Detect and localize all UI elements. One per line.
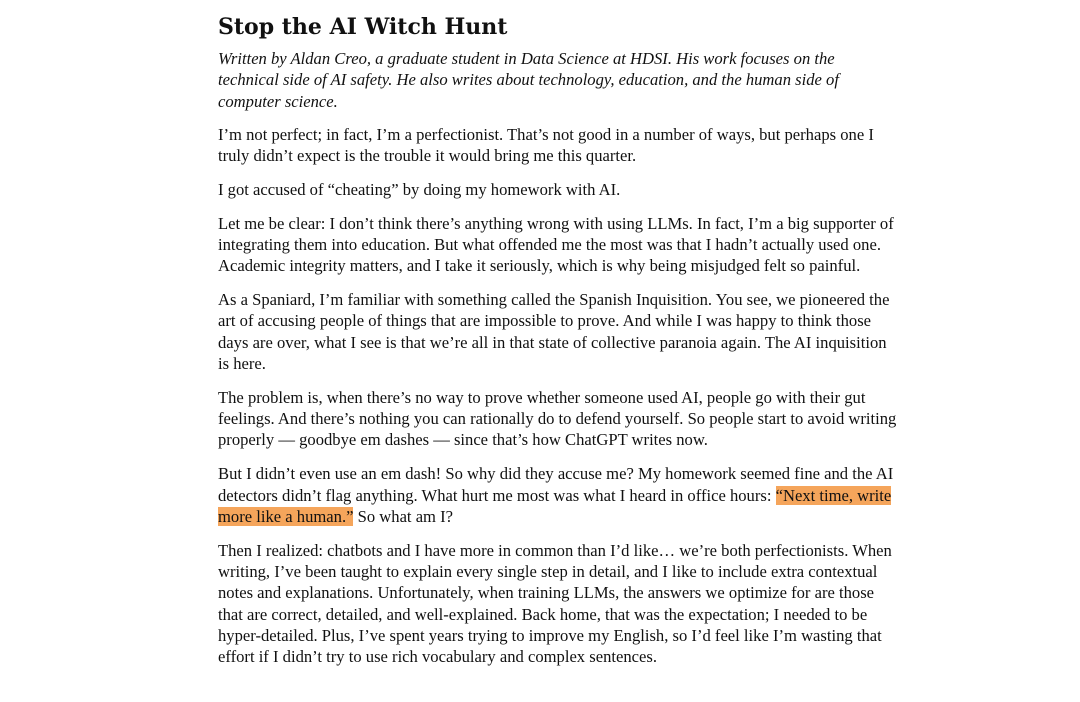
paragraph-5: The problem is, when there’s no way to prove whether someone used AI, people go with their gut feelings. And there’s nothing you can rationally do to defend yourself. So people start to avoid writing properly — goodbye em dashes — since that’s how ChatGPT writes now. bbox=[218, 387, 897, 450]
paragraph-6-before: But I didn’t even use an em dash! So why did they accuse me? My homework seemed fine and the AI detectors didn’t flag anything. What hurt me most was what I heard in office hours: bbox=[218, 464, 894, 505]
paragraph-6-after: So what am I? bbox=[353, 506, 454, 526]
paragraph-3: Let me be clear: I don’t think there’s anything wrong with using LLMs. In fact, I’m a big supporter of integrating them into education. But what offended me the most was that I hadn’t actually used one. Academic integrity matters, and I take it seriously, which is why being misjudged felt so painful. bbox=[218, 213, 894, 276]
paragraph-4: As a Spaniard, I’m familiar with something called the Spanish Inquisition. You see, we pioneered the art of accusing people of things that are impossible to prove. And while I was happy to think those days are over, what I see is that we’re all in that state of collective paranoia again. The AI inquisition is here. bbox=[218, 290, 890, 374]
highlighted-quote: “Next time, write more like a human.” bbox=[218, 485, 892, 526]
author-byline: Written by Aldan Creo, a graduate student in Data Science at HDSI. His work focuses on the technical side of AI safety. He also writes about technology, education, and the human side of computer science. bbox=[218, 49, 839, 111]
paragraph-7: Then I realized: chatbots and I have more in common than I’d like… we’re both perfectionists. When writing, I’ve been taught to explain every single step in detail, and I like to include extra contextual notes and explanations. Unfortunately, when training LLMs, the answers we optimize for are those that are correct, detailed, and well-explained. Back home, that was the expectation; I needed to be hyper-detailed. Plus, I’ve spent years trying to improve my English, so I’d feel like I’m wasting that effort if I didn’t try to use rich vocabulary and complex sentences. bbox=[218, 540, 892, 667]
article-title: Stop the AI Witch Hunt bbox=[218, 14, 508, 40]
article bbox=[218, 12, 898, 680]
paragraph-6 bbox=[218, 463, 898, 527]
paragraph-2: I got accused of “cheating” by doing my homework with AI. bbox=[218, 179, 621, 199]
paragraph-1: I’m not perfect; in fact, I’m a perfectionist. That’s not good in a number of ways, but perhaps one I truly didn’t expect is the trouble it would bring me this quarter. bbox=[218, 124, 874, 166]
